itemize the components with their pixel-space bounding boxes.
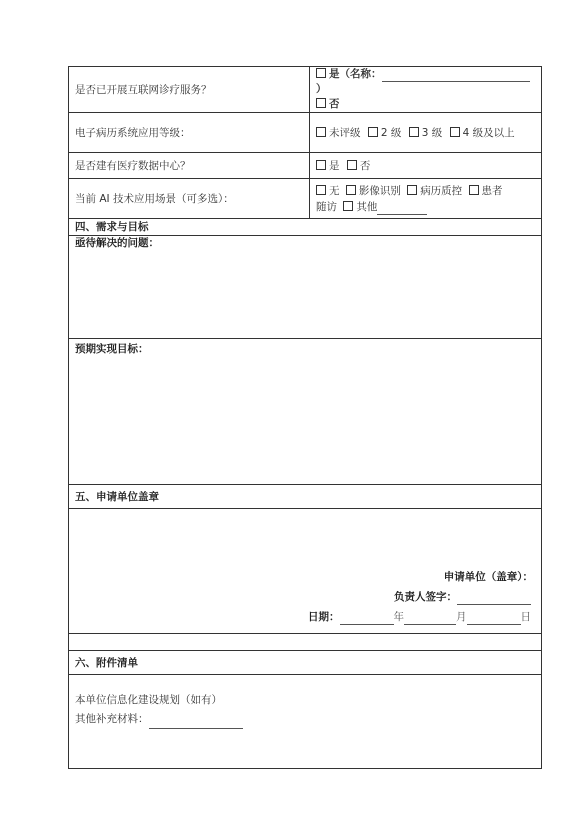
date-day-label: 日 <box>520 611 531 623</box>
internet-service-options <box>310 67 542 113</box>
ai-option-patient: 患者 <box>481 184 503 197</box>
row-spacer <box>69 634 542 651</box>
spacer-cell <box>69 634 542 651</box>
row-attachments <box>69 675 542 769</box>
checkbox-emr-unrated[interactable] <box>316 127 326 137</box>
row-emr-level <box>69 113 542 153</box>
checkbox-datacenter-yes[interactable] <box>316 160 326 170</box>
ai-option-record-qc: 病历质控 <box>420 184 463 197</box>
date-line <box>308 609 531 625</box>
ai-other-field[interactable] <box>377 202 427 215</box>
date-month-field[interactable] <box>404 612 456 625</box>
attachment-other-label: 其他补充材料： <box>75 713 149 725</box>
row-internet-service <box>69 67 542 113</box>
attachment-other-field[interactable] <box>149 716 243 729</box>
date-label: 日期： <box>308 611 340 623</box>
section4-title: 四、需求与目标 <box>69 219 542 236</box>
emr-option-unrated: 未评级 <box>329 126 361 139</box>
row-ai-scenarios <box>69 179 542 219</box>
problems-area[interactable] <box>69 236 542 339</box>
section6-title: 六、附件清单 <box>69 651 542 675</box>
problems-label: 亟待解决的问题： <box>75 237 159 249</box>
emr-level-label: 电子病历系统应用等级： <box>69 113 310 153</box>
ai-option-none: 无 <box>329 184 340 197</box>
checkbox-ai-record-qc[interactable] <box>407 185 417 195</box>
internet-yes-label: 是（名称： <box>329 68 382 80</box>
application-form-table <box>68 66 542 769</box>
internet-service-label: 是否已开展互联网诊疗服务？ <box>69 67 310 113</box>
emr-option-level2: 2 级 <box>380 126 402 139</box>
data-center-label: 是否建有医疗数据中心？ <box>69 153 310 179</box>
attachment-item-other <box>75 710 535 729</box>
data-center-options <box>310 153 542 179</box>
signer-field[interactable] <box>457 592 531 605</box>
datacenter-yes-label: 是 <box>329 159 340 172</box>
checkbox-internet-no[interactable] <box>316 98 326 108</box>
row-section6-header <box>69 651 542 675</box>
date-day-field[interactable] <box>467 612 521 625</box>
signer-line <box>394 589 531 605</box>
ai-option-followup: 随访 <box>316 200 337 213</box>
checkbox-ai-other[interactable] <box>343 201 353 211</box>
datacenter-no-label: 否 <box>359 159 371 172</box>
applicant-seal-label: 申请单位（盖章）： <box>443 571 533 583</box>
goals-area[interactable] <box>69 339 542 485</box>
row-goals <box>69 339 542 485</box>
signature-area <box>69 509 542 634</box>
internet-name-field[interactable] <box>382 69 530 82</box>
row-data-center <box>69 153 542 179</box>
row-signature <box>69 509 542 634</box>
date-month-label: 月 <box>456 611 467 623</box>
row-section4-header <box>69 219 542 236</box>
internet-no-label: 否 <box>329 98 340 110</box>
date-year-field[interactable] <box>340 612 394 625</box>
ai-option-other: 其他 <box>356 200 378 213</box>
checkbox-ai-imaging[interactable] <box>346 185 356 195</box>
checkbox-ai-none[interactable] <box>316 185 326 195</box>
ai-scenarios-options <box>310 179 542 219</box>
emr-option-level4: 4 级及以上 <box>462 126 515 139</box>
attachments-area <box>69 675 542 769</box>
date-year-label: 年 <box>393 611 404 623</box>
ai-scenarios-label: 当前 AI 技术应用场景（可多选）： <box>69 179 310 219</box>
checkbox-emr-level4[interactable] <box>450 127 460 137</box>
emr-option-level3: 3 级 <box>421 126 443 139</box>
ai-option-imaging: 影像识别 <box>358 184 401 197</box>
checkbox-emr-level2[interactable] <box>368 127 378 137</box>
applicant-seal-line <box>444 569 533 585</box>
goals-label: 预期实现目标： <box>75 343 149 355</box>
checkbox-ai-followup[interactable] <box>469 185 479 195</box>
internet-yes-close: ） <box>316 83 327 95</box>
checkbox-datacenter-no[interactable] <box>347 160 357 170</box>
signer-label: 负责人签字： <box>394 591 457 603</box>
section5-title: 五、申请单位盖章 <box>69 485 542 509</box>
attachment-item-plan: 本单位信息化建设规划（如有） <box>75 694 222 706</box>
row-section5-header <box>69 485 542 509</box>
checkbox-emr-level3[interactable] <box>409 127 419 137</box>
row-problems <box>69 236 542 339</box>
emr-level-options <box>310 113 542 153</box>
checkbox-internet-yes[interactable] <box>316 68 326 78</box>
